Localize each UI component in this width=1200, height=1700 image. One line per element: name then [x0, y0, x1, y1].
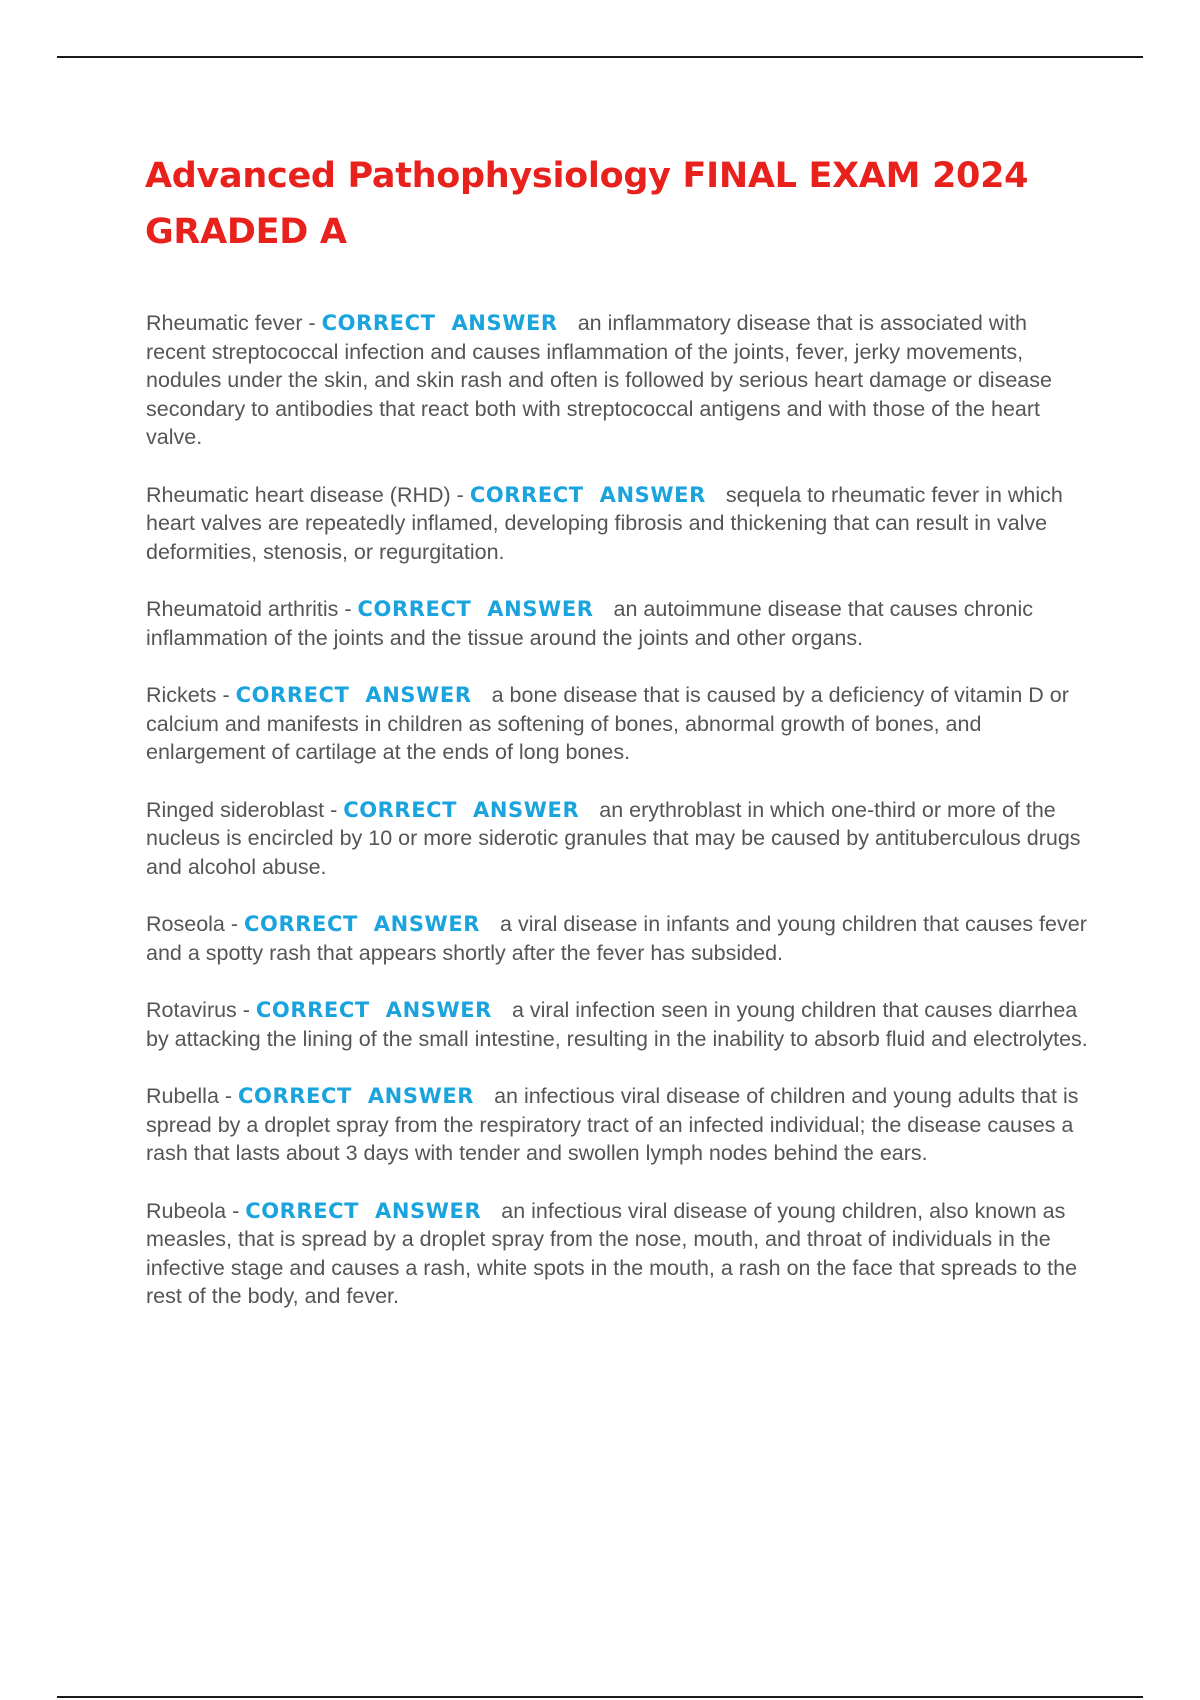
entry-separator: - [216, 683, 236, 707]
entry-definition: an infectious viral disease of young children, also known as measles, that is spread by a droplet spray from the nose, mouth, and throat of individuals in the infective stage and causes a rash, white spots in the mouth, a rash on the face that spreads to the rest of the body, and fever. [146, 1198, 1078, 1308]
entry-separator: - [302, 311, 322, 335]
entry-rubella [146, 1082, 1092, 1168]
correct-answer-label: CORRECT ANSWER [244, 912, 481, 936]
entry-definition: an infectious viral disease of children and young adults that is spread by a droplet spray from the respiratory tract of an infected individual; the disease causes a rash that lasts about 3 days with tender and swollen lymph nodes behind the ears. [146, 1084, 1079, 1165]
entry-separator: - [450, 482, 470, 507]
entry-term: Rheumatoid arthritis [146, 597, 339, 621]
correct-answer-label: CORRECT ANSWER [245, 1198, 482, 1223]
entry-definition: an erythroblast in which one-third or more of the nucleus is encircled by 10 or more siderotic granules that may be caused by antituberculous drugs and alcohol abuse. [146, 797, 1081, 879]
correct-answer-label: CORRECT ANSWER [235, 683, 472, 707]
entry-separator: - [324, 797, 344, 822]
entry-rheumatoid-arthritis [146, 595, 1092, 652]
top-divider [57, 56, 1143, 58]
entry-separator: - [226, 1198, 246, 1223]
correct-answer-label: CORRECT ANSWER [255, 998, 492, 1022]
entry-term: Roseola [146, 912, 225, 936]
correct-answer-label: CORRECT ANSWER [357, 597, 594, 621]
entry-ringed-sideroblast [146, 796, 1092, 882]
entry-separator: - [236, 998, 256, 1022]
entry-separator: - [224, 912, 244, 936]
entry-term: Rheumatic fever [146, 311, 303, 335]
bottom-divider [57, 1696, 1143, 1698]
page-title: Advanced Pathophysiology FINAL EXAM 2024 GRADED A [145, 156, 1029, 252]
entry-term: Rheumatic heart disease (RHD) [146, 482, 451, 507]
entry-definition: a viral infection seen in young children that causes diarrhea by attacking the lining of the small intestine, resulting in the inability to absorb fluid and electrolytes. [146, 998, 1088, 1051]
entry-definition: an autoimmune disease that causes chronic inflammation of the joints and the tissue around the joints and other organs. [146, 597, 1034, 650]
entry-term: Rickets [146, 683, 217, 707]
correct-answer-label: CORRECT ANSWER [238, 1084, 475, 1108]
correct-answer-label: CORRECT ANSWER [343, 797, 580, 822]
entry-term: Ringed sideroblast [146, 797, 325, 822]
entry-definition: an inflammatory disease that is associated with recent streptococcal infection and causes inflammation of the joints, fever, jerky movements, nodules under the skin, and skin rash and often is followed by serious heart damage or disease secondary to antibodies that react both with streptococcal antigens and with those of the heart valve. [146, 311, 1052, 449]
correct-answer-label: CORRECT ANSWER [321, 311, 558, 335]
entry-rickets [146, 681, 1092, 767]
entry-separator: - [338, 597, 358, 621]
correct-answer-label: CORRECT ANSWER [469, 482, 706, 507]
entry-definition: a viral disease in infants and young children that causes fever and a spotty rash that appears shortly after the fever has subsided. [146, 912, 1087, 965]
entry-rotavirus [146, 996, 1092, 1053]
entry-rheumatic-heart-disease [146, 481, 1092, 567]
entry-term: Rubella [146, 1084, 219, 1108]
entry-definition: a bone disease that is caused by a deficiency of vitamin D or calcium and manifests in children as softening of bones, abnormal growth of bones, and enlargement of cartilage at the ends of long bones. [146, 683, 1069, 764]
entry-list [146, 309, 1092, 1340]
entry-definition: sequela to rheumatic fever in which heart valves are repeatedly inflamed, developing fibrosis and thickening that can result in valve deformities, stenosis, or regurgitation. [146, 482, 1063, 564]
entry-separator: - [218, 1084, 239, 1108]
entry-rheumatic-fever [146, 309, 1092, 452]
entry-term: Rotavirus [146, 998, 237, 1022]
entry-term: Rubeola [146, 1198, 227, 1223]
entry-roseola [146, 910, 1092, 967]
entry-rubeola [146, 1197, 1092, 1311]
